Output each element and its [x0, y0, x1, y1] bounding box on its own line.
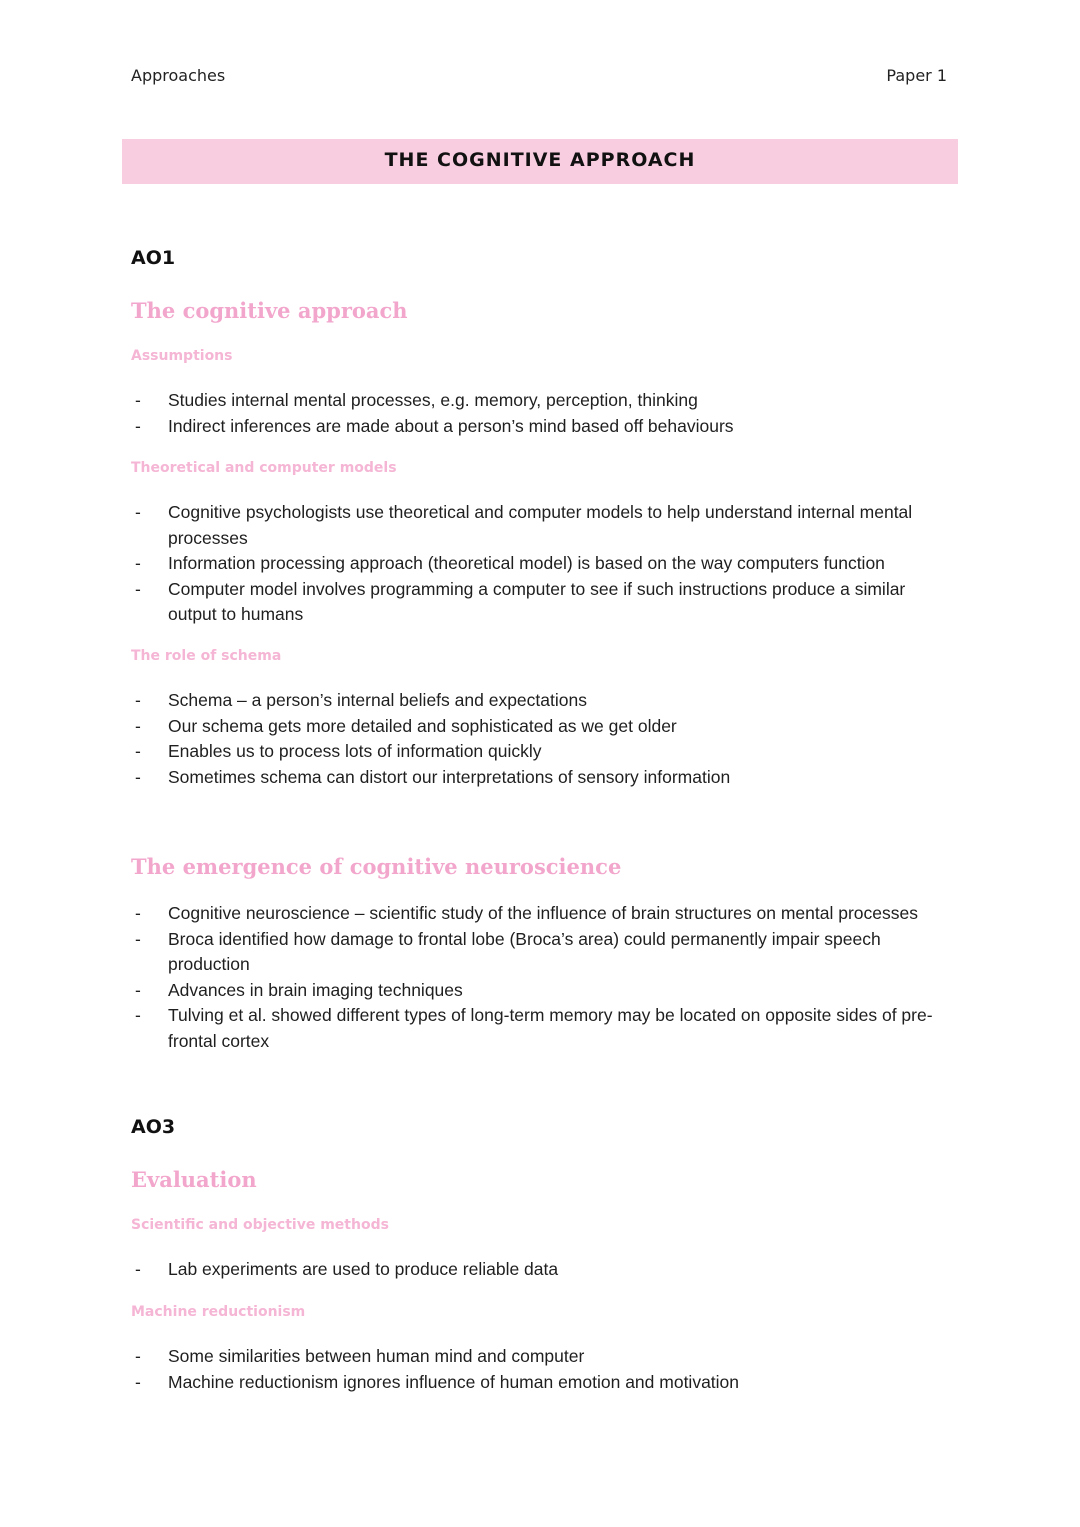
subheading-schema: The role of schema [131, 648, 282, 664]
section-title-evaluation: Evaluation [131, 1167, 257, 1192]
list-item: - Schema – a person’s internal beliefs and expectations [131, 688, 951, 714]
scientific-methods-list [131, 1257, 951, 1283]
subheading-models: Theoretical and computer models [131, 460, 397, 476]
list-item: - Cognitive psychologists use theoretical and computer models to help understand internal mental processes [131, 500, 951, 551]
section-title-neuroscience: The emergence of cognitive neuroscience [131, 854, 622, 879]
subheading-machine-reductionism: Machine reductionism [131, 1304, 306, 1320]
title-band [122, 139, 958, 184]
list-item: - Advances in brain imaging techniques [131, 978, 951, 1004]
list-item: - Broca identified how damage to frontal lobe (Broca’s area) could permanently impair speech production [131, 927, 951, 978]
list-item: - Information processing approach (theoretical model) is based on the way computers function [131, 551, 951, 577]
models-list [131, 500, 951, 628]
list-item: - Computer model involves programming a computer to see if such instructions produce a similar output to humans [131, 577, 951, 628]
list-item: - Indirect inferences are made about a person’s mind based off behaviours [131, 414, 951, 440]
list-item: - Lab experiments are used to produce reliable data [131, 1257, 951, 1283]
list-item: - Some similarities between human mind and computer [131, 1344, 951, 1370]
list-item: - Cognitive neuroscience – scientific study of the influence of brain structures on mental processes [131, 901, 951, 927]
subheading-scientific-methods: Scientific and objective methods [131, 1217, 389, 1233]
header-topic: Approaches [131, 66, 226, 85]
list-item: - Machine reductionism ignores influence of human emotion and motivation [131, 1370, 951, 1396]
machine-reductionism-list [131, 1344, 951, 1395]
list-item: - Sometimes schema can distort our interpretations of sensory information [131, 765, 951, 791]
list-item: - Studies internal mental processes, e.g. memory, perception, thinking [131, 388, 951, 414]
header-paper: Paper 1 [886, 66, 947, 85]
section-title-cognitive-approach: The cognitive approach [131, 298, 408, 323]
ao3-label: AO3 [131, 1116, 176, 1138]
list-item: - Our schema gets more detailed and sophisticated as we get older [131, 714, 951, 740]
schema-list [131, 688, 951, 790]
assumptions-list [131, 388, 951, 439]
list-item: - Enables us to process lots of information quickly [131, 739, 951, 765]
page-title: THE COGNITIVE APPROACH [384, 149, 696, 171]
neuroscience-list [131, 901, 951, 1054]
list-item: - Tulving et al. showed different types of long-term memory may be located on opposite sides of pre-frontal cortex [131, 1003, 951, 1054]
subheading-assumptions: Assumptions [131, 348, 233, 364]
ao1-label: AO1 [131, 247, 176, 269]
